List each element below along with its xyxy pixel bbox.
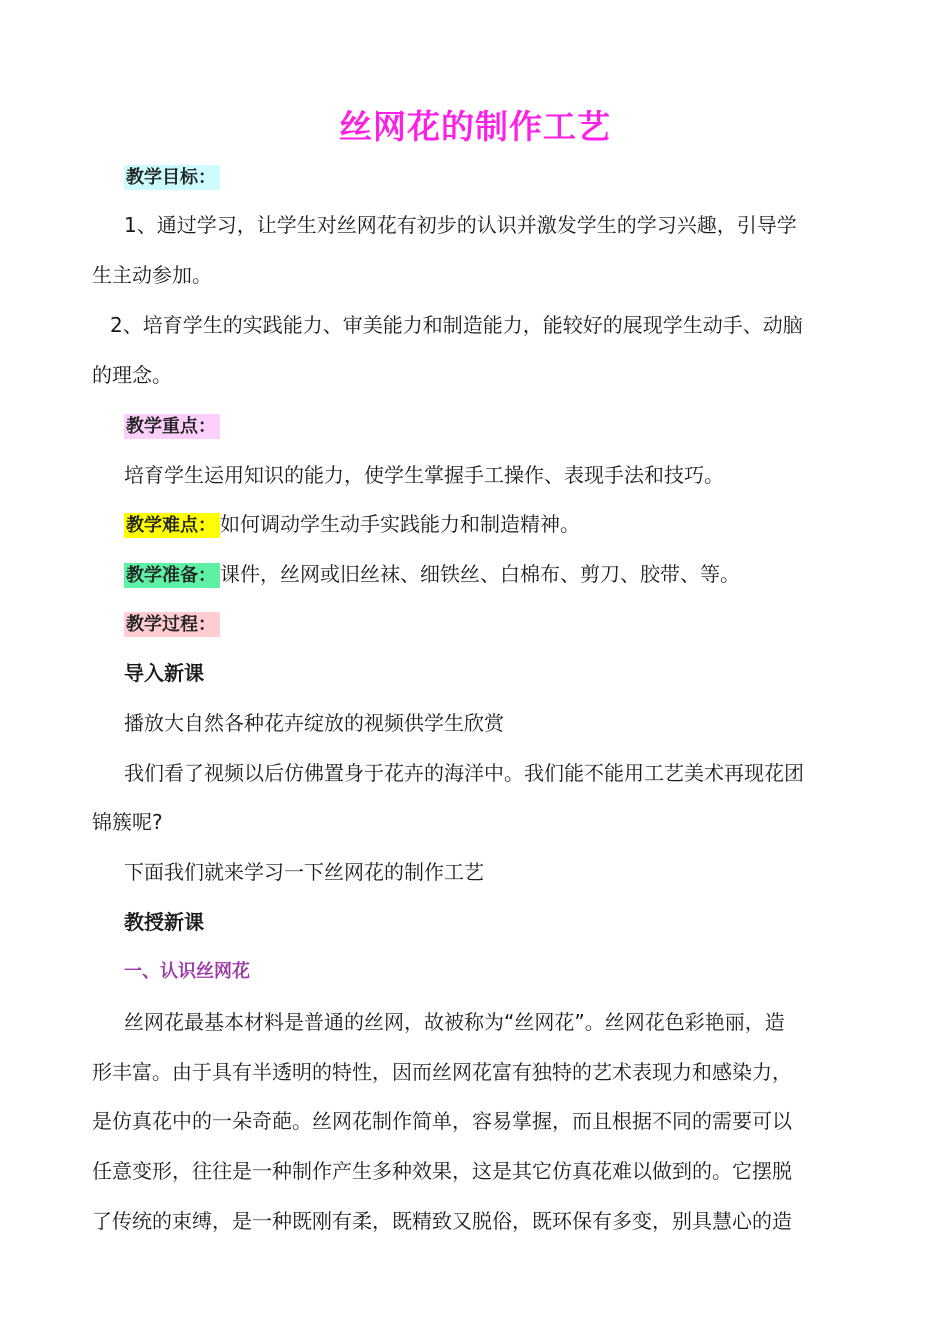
intro-paragraph-2-line-2: 锦簇呢? (92, 810, 163, 834)
objectives-row (124, 160, 220, 194)
key-points-text: 培育学生运用知识的能力，使学生掌握手工操作、表现手法和技巧。 (124, 463, 724, 487)
difficulties-text: 如何调动学生动手实践能力和制造精神。 (220, 512, 580, 536)
preparation-row (124, 558, 740, 592)
difficulties-label: 教学难点： (124, 513, 220, 538)
process-row (124, 607, 220, 641)
section-1-paragraph-line-3: 是仿真花中的一朵奇葩。丝网花制作简单，容易掌握，而且根据不同的需要可以 (92, 1109, 792, 1133)
intro-paragraph-2-line-1: 我们看了视频以后仿佛置身于花卉的海洋中。我们能不能用工艺美术再现花团 (124, 761, 804, 785)
section-1-paragraph-line-5: 了传统的束缚，是一种既刚有柔，既精致又脱俗，既环保有多变，别具慧心的造 (92, 1209, 792, 1233)
section-1-paragraph-line-2: 形丰富。由于具有半透明的特性，因而丝网花富有独特的艺术表现力和感染力， (92, 1060, 792, 1084)
process-label: 教学过程： (124, 612, 220, 637)
section-1-paragraph-line-4: 任意变形，往往是一种制作产生多种效果，这是其它仿真花难以做到的。它摆脱 (92, 1159, 792, 1183)
objective-1-line-1: 1、通过学习，让学生对丝网花有初步的认识并激发学生的学习兴趣，引导学 (124, 213, 797, 237)
objective-2-line-1: 2、培育学生的实践能力、审美能力和制造能力，能较好的展现学生动手、动脑 (110, 313, 803, 337)
section-1-title: 一、认识丝网花 (124, 961, 250, 982)
intro-heading: 导入新课 (124, 661, 204, 685)
objective-2-line-2: 的理念。 (92, 363, 172, 387)
preparation-text: 课件，丝网或旧丝袜、细铁丝、白棉布、剪刀、胶带、等。 (220, 562, 740, 586)
objective-1-line-2: 生主动参加。 (92, 263, 212, 287)
page-title: 丝网花的制作工艺 (339, 107, 611, 146)
section-1-paragraph-line-1: 丝网花最基本材料是普通的丝网，故被称为“丝网花”。丝网花色彩艳丽，造 (124, 1010, 785, 1034)
objectives-label: 教学目标： (124, 165, 220, 190)
intro-paragraph-1: 播放大自然各种花卉绽放的视频供学生欣赏 (124, 711, 504, 735)
key-points-label: 教学重点： (124, 414, 220, 439)
preparation-label: 教学准备： (124, 563, 220, 588)
key-points-row (124, 409, 220, 443)
difficulties-row (124, 508, 580, 542)
teaching-heading: 教授新课 (124, 910, 204, 934)
intro-paragraph-3: 下面我们就来学习一下丝网花的制作工艺 (124, 860, 484, 884)
